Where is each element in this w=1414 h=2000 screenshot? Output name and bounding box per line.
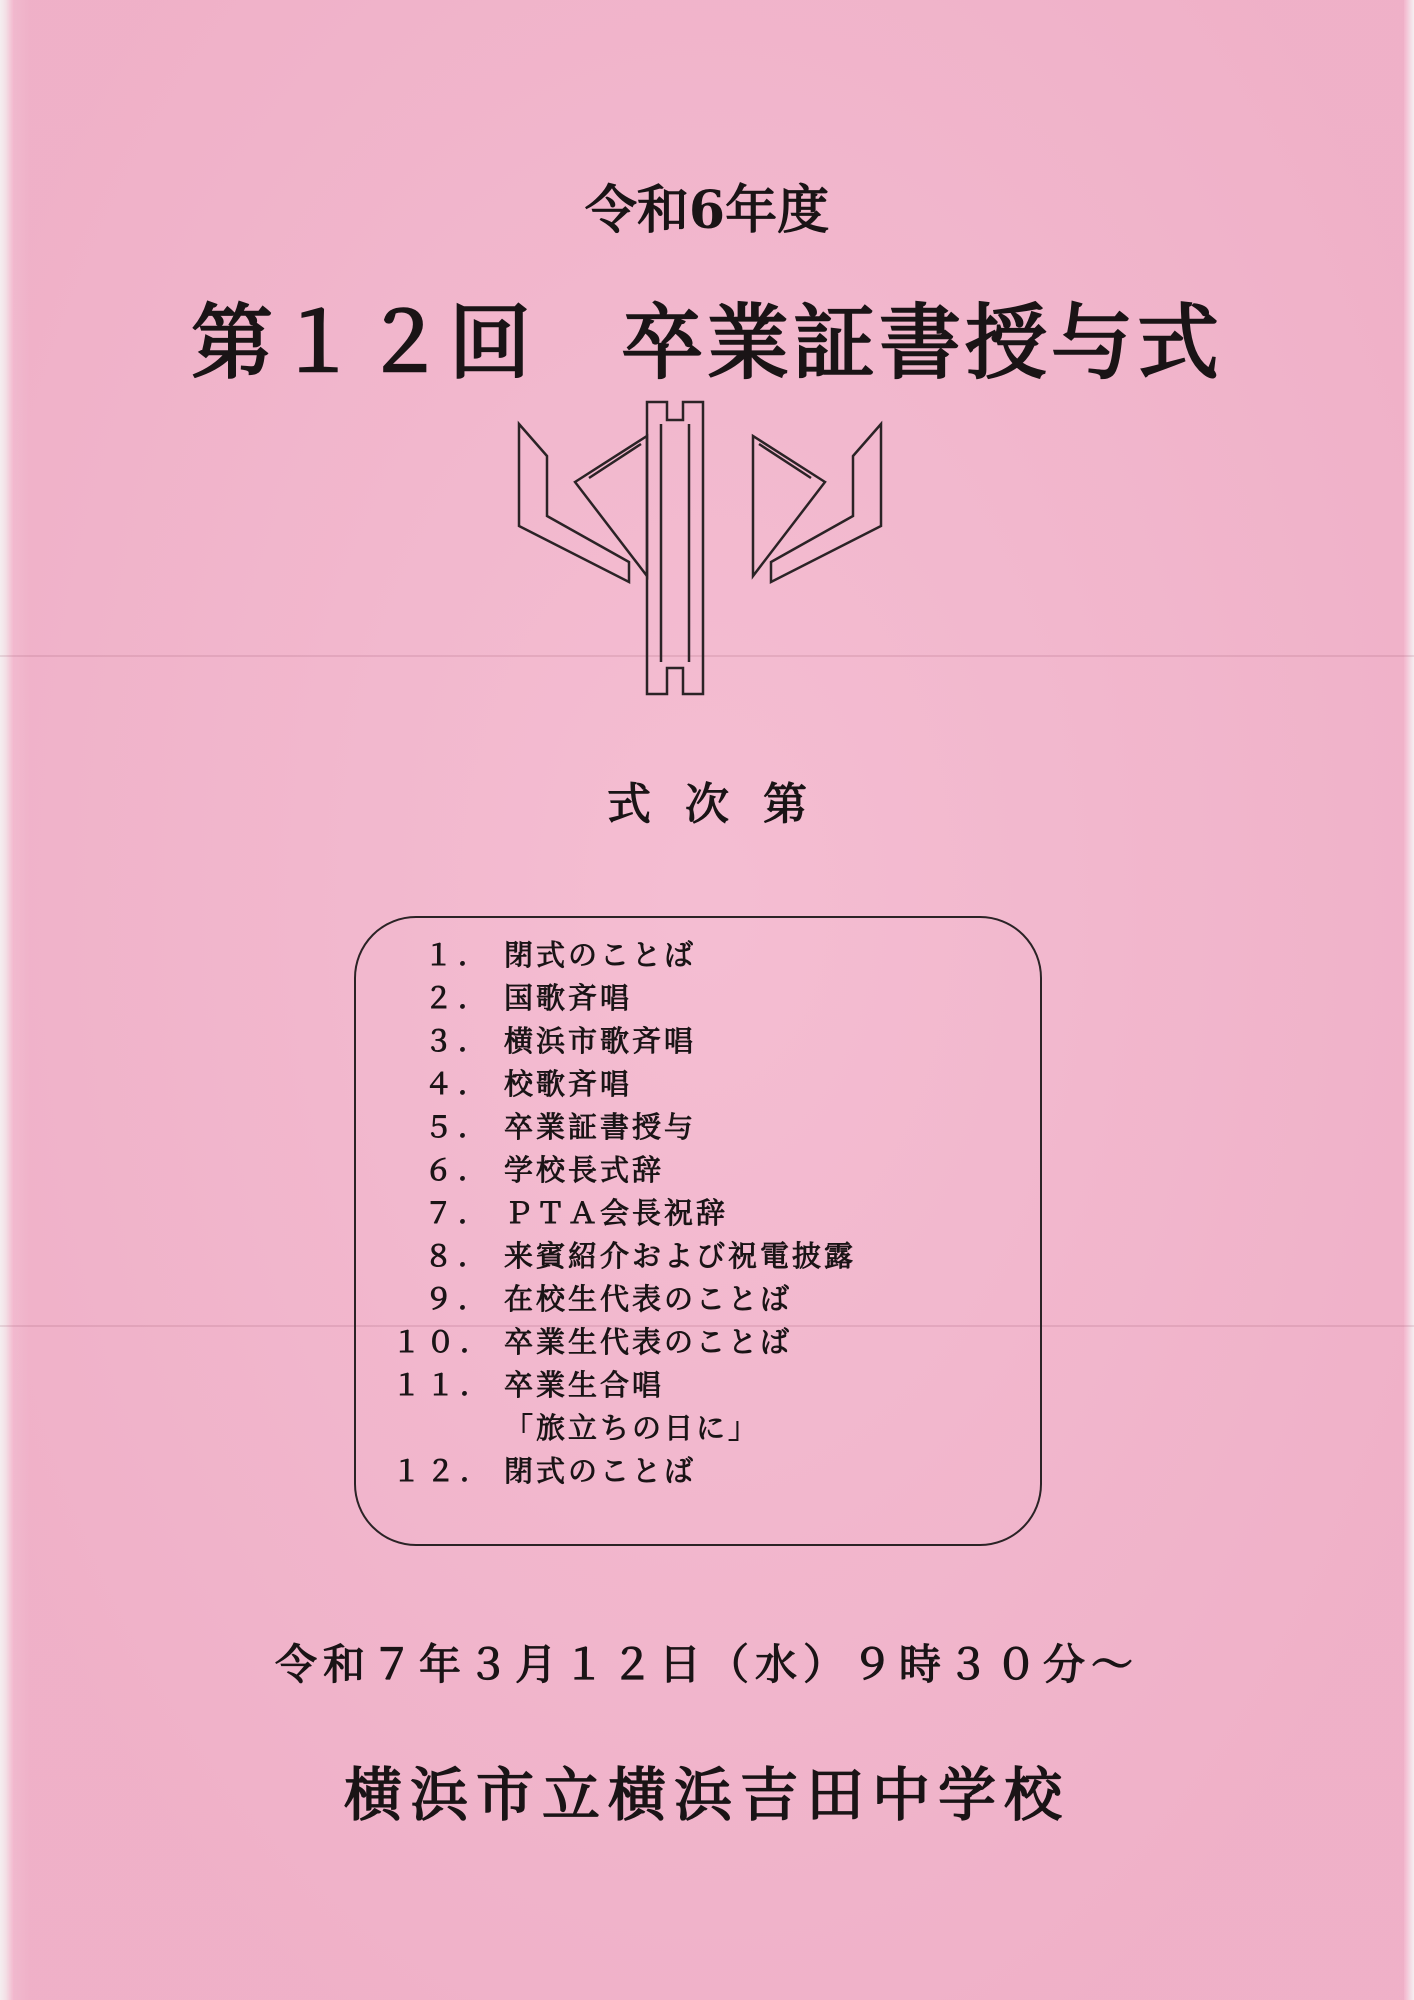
item-label: 学校長式辞 [504, 1153, 665, 1187]
item-label: 閉式のことば [504, 938, 697, 972]
program-item [392, 1450, 856, 1493]
program-item [392, 1235, 856, 1278]
item-number: ４． [423, 1067, 492, 1101]
program-heading: 式次第 [607, 779, 841, 830]
ceremony-title: 第１２回 卒業証書授与式 [190, 295, 1223, 391]
program-item [392, 1020, 856, 1063]
program-item [392, 1149, 856, 1192]
program-list [392, 934, 856, 1493]
item-label: 閉式のことば [504, 1454, 697, 1488]
item-number: １． [423, 938, 492, 972]
item-number: ７． [423, 1196, 492, 1230]
item-number: １２． [392, 1454, 495, 1488]
item-number: ８． [423, 1239, 492, 1273]
program-item [392, 977, 856, 1020]
item-label: 横浜市歌斉唱 [504, 1024, 697, 1058]
program-item [392, 934, 856, 977]
item-number: １１． [392, 1368, 495, 1402]
program-item [392, 1063, 856, 1106]
item-label: 校歌斉唱 [504, 1067, 633, 1101]
item-label: 卒業生合唱 [504, 1368, 665, 1402]
item-number: ６． [423, 1153, 492, 1187]
school-emblem-icon [515, 398, 885, 696]
item-label: ＰＴＡ会長祝辞 [504, 1196, 729, 1230]
program-item [392, 1364, 856, 1407]
item-label: 卒業証書授与 [504, 1110, 697, 1144]
item-label: 卒業生代表のことば [504, 1325, 793, 1359]
item-number: １０． [392, 1325, 495, 1359]
program-item [392, 1278, 856, 1321]
program-item-subtitle [392, 1407, 856, 1450]
item-label: 在校生代表のことば [504, 1282, 793, 1316]
program-item [392, 1192, 856, 1235]
item-number: ２． [423, 981, 492, 1015]
program-item [392, 1321, 856, 1364]
item-number: ５． [423, 1110, 492, 1144]
item-label: 来賓紹介および祝電披露 [504, 1239, 857, 1273]
program-item [392, 1106, 856, 1149]
item-subtitle: 「旅立ちの日に」 [504, 1411, 761, 1445]
school-name: 横浜市立横浜吉田中学校 [343, 1761, 1070, 1829]
event-datetime: 令和７年３月１２日（水）９時３０分～ [274, 1640, 1139, 1689]
item-number: ９． [423, 1282, 492, 1316]
item-number: ３． [423, 1024, 492, 1058]
item-label: 国歌斉唱 [504, 981, 633, 1015]
fiscal-year: 令和6年度 [584, 180, 830, 241]
